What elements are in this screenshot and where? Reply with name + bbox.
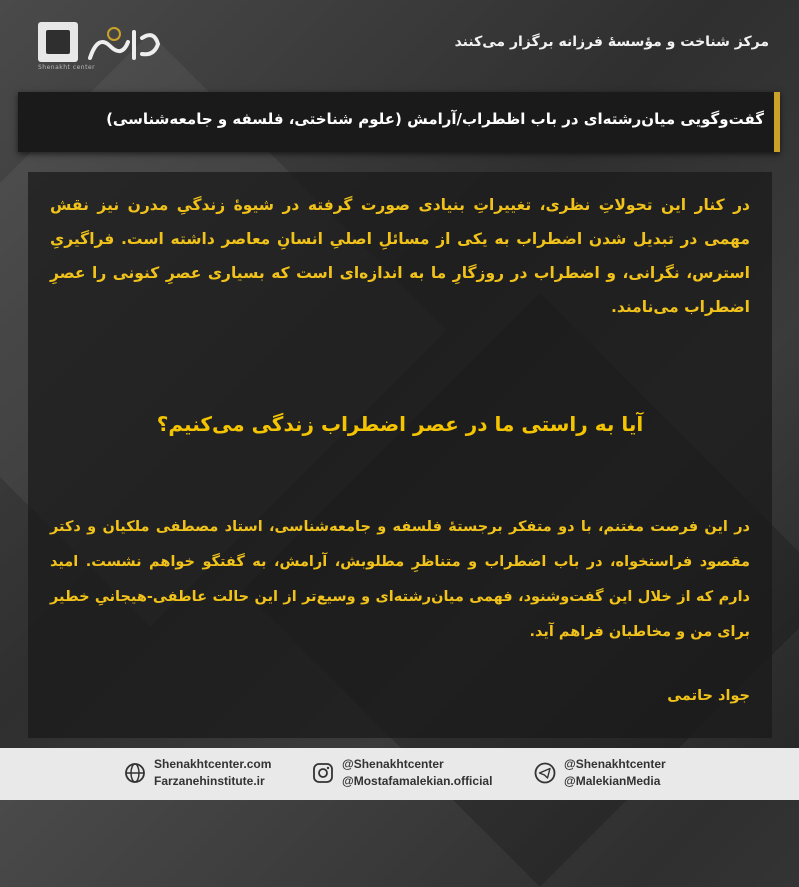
telegram-2[interactable]: @MalekianMedia (564, 774, 661, 788)
title-bar (18, 92, 780, 152)
signature: جواد حاتمی (667, 688, 750, 704)
paragraph-1: در کنار این تحولاتِ نظری، تغییراتِ بنیادی صورت گرفته در شیوهٔ زندگیِ مدرن نیز نقش مهمی در تبدیل شدن اضطراب به یکی از مسائلِ اصلیِ انسانِ معاصر داشته است. فراگیریِ استرس، نگرانی، و اضطراب در روزگارِ ما به اندازه‌ای است که بسیاری عصرِ کنونی را عصرِ اضطراب می‌نامند. (50, 196, 750, 316)
telegram-text (564, 756, 666, 790)
page-title: گفت‌وگویی میان‌رشته‌ای در باب اظطراب/آرامش (علوم شناختی، فلسفه و جامعه‌شناسی) (106, 110, 764, 128)
shenakht-logo-icon (38, 22, 78, 62)
farzaneh-logo-icon (84, 24, 164, 68)
website-2[interactable]: Farzanehinstitute.ir (154, 774, 265, 788)
footer (0, 748, 799, 800)
website-1[interactable]: Shenakhtcenter.com (154, 757, 272, 771)
title-accent (774, 92, 780, 152)
telegram-1[interactable]: @Shenakhtcenter (564, 757, 666, 771)
question-heading: آیا به راستی ما در عصر اضطراب زندگی می‌کنیم؟ (156, 412, 644, 436)
website-links[interactable] (124, 756, 294, 792)
logo-subtext: Shenakht center (38, 64, 96, 71)
instagram-icon (312, 762, 334, 784)
logo (38, 18, 168, 78)
instagram-text (342, 756, 492, 790)
paragraph-2: در این فرصت مغتنم، با دو متفکر برجستهٔ فلسفه و جامعه‌شناسی، استاد مصطفی ملکیان و دکتر مقصود فراستخواه، در باب اضطراب و متناظرِ مطلوبش، آرامش، به گفتگو خواهم نشست. امید دارم که از خلال این گفت‌وشنود، فهمی میان‌رشته‌ای و وسیع‌تر از این حالت عاطفی-هیجانیِ خطیر برای من و مخاطبان فراهم آید. (50, 519, 750, 640)
organizer-text: مرکز شناخت و مؤسسهٔ فرزانه برگزار می‌کنند (454, 34, 769, 50)
globe-icon (124, 762, 146, 784)
telegram-links[interactable] (534, 756, 714, 792)
instagram-1[interactable]: @Shenakhtcenter (342, 757, 444, 771)
telegram-icon (534, 762, 556, 784)
header (0, 0, 799, 88)
website-text (154, 756, 271, 790)
instagram-links[interactable] (312, 756, 512, 792)
content-panel (28, 172, 772, 738)
instagram-2[interactable]: @Mostafamalekian.official (342, 774, 493, 788)
